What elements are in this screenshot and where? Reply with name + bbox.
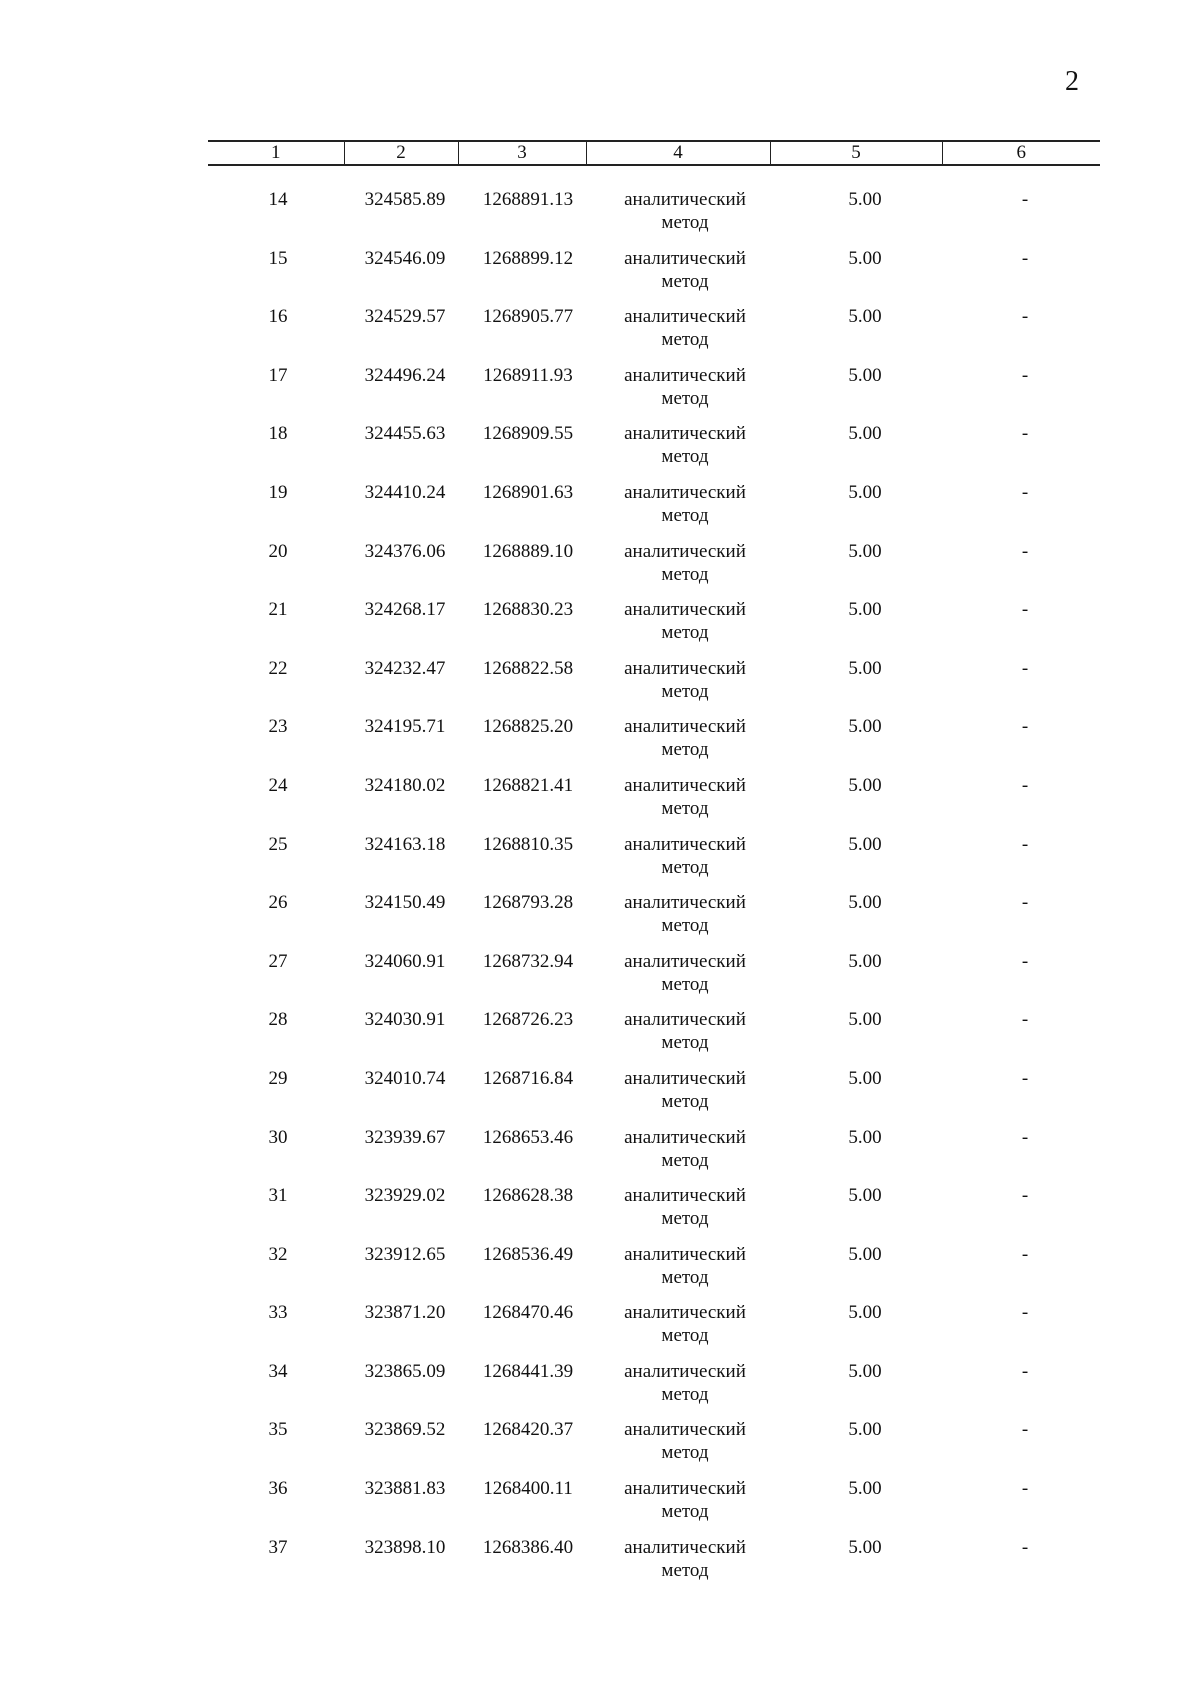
coordinate-x-cell: 324060.91	[364, 950, 446, 972]
method-line-1: аналитический	[624, 423, 746, 445]
method-line-2: метод	[661, 563, 709, 585]
table-row	[0, 950, 1200, 1009]
point-number-cell: 17	[268, 364, 288, 386]
note-cell: -	[1021, 1243, 1029, 1265]
accuracy-cell: 5.00	[848, 1478, 882, 1500]
point-number-cell: 30	[268, 1126, 288, 1148]
method-line-1: аналитический	[624, 364, 746, 386]
table-row	[0, 1536, 1200, 1595]
coordinate-x-cell: 324268.17	[364, 599, 446, 621]
point-number-cell: 34	[268, 1360, 288, 1382]
note-cell: -	[1021, 774, 1029, 796]
method-line-1: аналитический	[624, 540, 746, 562]
point-number-cell: 24	[268, 774, 288, 796]
coordinate-y-cell: 1268891.13	[482, 189, 574, 210]
accuracy-cell: 5.00	[848, 247, 882, 269]
note-cell: -	[1021, 1302, 1029, 1324]
accuracy-cell: 5.00	[848, 306, 882, 328]
method-cell	[605, 715, 765, 761]
method-cell	[605, 657, 765, 703]
table-row	[0, 598, 1200, 657]
method-line-1: аналитический	[624, 950, 746, 972]
coordinate-y-cell: 1268386.40	[482, 1536, 574, 1558]
method-line-2: метод	[661, 387, 709, 409]
table-row	[0, 715, 1200, 774]
coordinate-x-cell: 323881.83	[364, 1478, 446, 1500]
method-line-2: метод	[661, 915, 709, 937]
point-number-cell: 14	[268, 189, 288, 210]
note-cell: -	[1021, 189, 1029, 210]
note-cell: -	[1021, 423, 1029, 445]
method-line-1: аналитический	[624, 1009, 746, 1031]
coordinate-x-cell: 323871.20	[364, 1302, 446, 1324]
method-cell	[605, 1360, 765, 1406]
method-line-1: аналитический	[624, 1478, 746, 1500]
point-number-cell: 15	[268, 247, 288, 269]
method-line-1: аналитический	[624, 1360, 746, 1382]
note-cell: -	[1021, 1067, 1029, 1089]
note-cell: -	[1021, 481, 1029, 503]
coordinate-y-cell: 1268536.49	[482, 1243, 574, 1265]
method-line-2: метод	[661, 1032, 709, 1054]
table-row	[0, 1301, 1200, 1360]
point-number-cell: 35	[268, 1419, 288, 1441]
coordinate-y-cell: 1268793.28	[482, 892, 574, 914]
accuracy-cell: 5.00	[848, 657, 882, 679]
table-row	[0, 1360, 1200, 1419]
coordinate-y-cell: 1268441.39	[482, 1360, 574, 1382]
method-line-2: метод	[661, 504, 709, 526]
accuracy-cell: 5.00	[848, 1009, 882, 1031]
coordinate-x-cell: 324030.91	[364, 1009, 446, 1031]
method-line-2: метод	[661, 1149, 709, 1171]
note-cell: -	[1021, 833, 1029, 855]
method-line-2: метод	[661, 446, 709, 468]
table-row	[0, 1126, 1200, 1185]
accuracy-cell: 5.00	[848, 599, 882, 621]
accuracy-cell: 5.00	[848, 1302, 882, 1324]
coordinate-y-cell: 1268889.10	[482, 540, 574, 562]
method-line-2: метод	[661, 680, 709, 702]
table-row	[0, 481, 1200, 540]
point-number-cell: 37	[268, 1536, 288, 1558]
coordinate-x-cell: 323929.02	[364, 1185, 446, 1207]
method-line-1: аналитический	[624, 1126, 746, 1148]
method-line-2: метод	[661, 1501, 709, 1523]
coordinate-x-cell: 324410.24	[364, 481, 446, 503]
table-row	[0, 774, 1200, 833]
coordinate-y-cell: 1268400.11	[483, 1478, 573, 1500]
table-row	[0, 1477, 1200, 1536]
method-line-2: метод	[661, 1208, 709, 1230]
method-cell	[605, 833, 765, 879]
method-cell	[605, 481, 765, 527]
accuracy-cell: 5.00	[848, 481, 882, 503]
note-cell: -	[1021, 1536, 1029, 1558]
method-cell	[605, 1477, 765, 1523]
accuracy-cell: 5.00	[848, 950, 882, 972]
coordinate-x-cell: 323865.09	[364, 1360, 446, 1382]
method-cell	[605, 1184, 765, 1230]
table-header	[208, 140, 1100, 166]
table-row	[0, 364, 1200, 423]
point-number-cell: 31	[268, 1185, 288, 1207]
note-cell: -	[1021, 950, 1029, 972]
method-line-1: аналитический	[624, 1419, 746, 1441]
table-row	[0, 657, 1200, 716]
table-row	[0, 247, 1200, 306]
accuracy-cell: 5.00	[848, 892, 882, 914]
method-line-2: метод	[661, 1325, 709, 1347]
table-row	[0, 540, 1200, 599]
coordinate-y-cell: 1268901.63	[482, 481, 574, 503]
method-line-2: метод	[661, 1266, 709, 1288]
coordinate-y-cell: 1268821.41	[482, 774, 574, 796]
method-cell	[605, 1067, 765, 1113]
point-number-cell: 28	[268, 1009, 288, 1031]
coordinate-x-cell: 324496.24	[364, 364, 446, 386]
header-col-6: 6	[942, 141, 1100, 165]
coordinate-y-cell: 1268732.94	[482, 950, 574, 972]
method-line-1: аналитический	[624, 774, 746, 796]
accuracy-cell: 5.00	[848, 423, 882, 445]
coordinate-x-cell: 324150.49	[364, 892, 446, 914]
method-line-1: аналитический	[624, 599, 746, 621]
coordinate-x-cell: 323869.52	[364, 1419, 446, 1441]
table-row	[0, 305, 1200, 364]
point-number-cell: 18	[268, 423, 288, 445]
note-cell: -	[1021, 247, 1029, 269]
page-number: 2	[1065, 66, 1079, 97]
method-cell	[605, 774, 765, 820]
coordinate-x-cell: 324232.47	[364, 657, 446, 679]
point-number-cell: 20	[268, 540, 288, 562]
coordinate-y-cell: 1268825.20	[482, 716, 574, 738]
method-line-1: аналитический	[624, 189, 746, 210]
table-row	[0, 1243, 1200, 1302]
coordinate-x-cell: 324376.06	[364, 540, 446, 562]
method-cell	[605, 247, 765, 293]
accuracy-cell: 5.00	[848, 716, 882, 738]
coordinate-x-cell: 324010.74	[364, 1067, 446, 1089]
method-cell	[605, 891, 765, 937]
accuracy-cell: 5.00	[848, 1419, 882, 1441]
accuracy-cell: 5.00	[848, 1536, 882, 1558]
coordinate-x-cell: 324455.63	[364, 423, 446, 445]
method-cell	[605, 1126, 765, 1172]
method-line-2: метод	[661, 797, 709, 819]
point-number-cell: 16	[268, 306, 288, 328]
accuracy-cell: 5.00	[848, 1360, 882, 1382]
table-row	[0, 891, 1200, 950]
note-cell: -	[1021, 1126, 1029, 1148]
table-row	[0, 1184, 1200, 1243]
method-cell	[605, 1301, 765, 1347]
method-line-2: метод	[661, 1559, 709, 1581]
point-number-cell: 33	[268, 1302, 288, 1324]
header-col-5: 5	[770, 141, 942, 165]
point-number-cell: 19	[268, 481, 288, 503]
header-col-4: 4	[586, 141, 770, 165]
method-line-2: метод	[661, 1383, 709, 1405]
coordinate-y-cell: 1268899.12	[482, 247, 574, 269]
method-line-2: метод	[661, 212, 709, 233]
table-row	[0, 1418, 1200, 1477]
header-col-1: 1	[208, 141, 344, 165]
coordinate-x-cell: 324180.02	[364, 774, 446, 796]
method-line-1: аналитический	[624, 1067, 746, 1089]
method-cell	[605, 188, 765, 234]
point-number-cell: 23	[268, 716, 288, 738]
accuracy-cell: 5.00	[848, 364, 882, 386]
table-row	[0, 188, 1200, 247]
coordinate-y-cell: 1268822.58	[482, 657, 574, 679]
coordinate-y-cell: 1268909.55	[482, 423, 574, 445]
accuracy-cell: 5.00	[848, 1126, 882, 1148]
method-line-2: метод	[661, 270, 709, 292]
method-line-1: аналитический	[624, 1302, 746, 1324]
method-cell	[605, 422, 765, 468]
note-cell: -	[1021, 1419, 1029, 1441]
table-row	[0, 1067, 1200, 1126]
coordinate-x-cell: 324529.57	[364, 306, 446, 328]
point-number-cell: 36	[268, 1478, 288, 1500]
method-line-1: аналитический	[624, 1243, 746, 1265]
note-cell: -	[1021, 364, 1029, 386]
method-line-2: метод	[661, 1090, 709, 1112]
note-cell: -	[1021, 306, 1029, 328]
coordinate-x-cell: 324195.71	[364, 716, 446, 738]
method-line-1: аналитический	[624, 247, 746, 269]
note-cell: -	[1021, 1360, 1029, 1382]
note-cell: -	[1021, 599, 1029, 621]
accuracy-cell: 5.00	[848, 540, 882, 562]
method-line-1: аналитический	[624, 481, 746, 503]
point-number-cell: 26	[268, 892, 288, 914]
accuracy-cell: 5.00	[848, 833, 882, 855]
method-cell	[605, 1536, 765, 1582]
note-cell: -	[1021, 1009, 1029, 1031]
accuracy-cell: 5.00	[848, 1243, 882, 1265]
method-cell	[605, 305, 765, 351]
method-line-1: аналитический	[624, 716, 746, 738]
table-row	[0, 1008, 1200, 1067]
coordinate-y-cell: 1268726.23	[482, 1009, 574, 1031]
coordinate-x-cell: 323912.65	[364, 1243, 446, 1265]
coordinate-x-cell: 324546.09	[364, 247, 446, 269]
method-cell	[605, 364, 765, 410]
method-cell	[605, 950, 765, 996]
accuracy-cell: 5.00	[848, 774, 882, 796]
method-line-1: аналитический	[624, 657, 746, 679]
point-number-cell: 27	[268, 950, 288, 972]
method-line-1: аналитический	[624, 306, 746, 328]
method-cell	[605, 540, 765, 586]
point-number-cell: 22	[268, 657, 288, 679]
table-body	[0, 188, 1200, 1594]
accuracy-cell: 5.00	[848, 1185, 882, 1207]
method-line-1: аналитический	[624, 1536, 746, 1558]
coordinate-x-cell: 324585.89	[364, 189, 446, 210]
method-line-2: метод	[661, 329, 709, 351]
header-col-2: 2	[344, 141, 458, 165]
coordinate-y-cell: 1268830.23	[482, 599, 574, 621]
point-number-cell: 32	[268, 1243, 288, 1265]
note-cell: -	[1021, 892, 1029, 914]
coordinate-y-cell: 1268810.35	[482, 833, 574, 855]
point-number-cell: 25	[268, 833, 288, 855]
coordinate-y-cell: 1268911.93	[483, 364, 573, 386]
point-number-cell: 21	[268, 599, 288, 621]
table-row	[0, 833, 1200, 892]
accuracy-cell: 5.00	[848, 189, 882, 210]
note-cell: -	[1021, 1185, 1029, 1207]
header-col-3: 3	[458, 141, 586, 165]
method-line-1: аналитический	[624, 1185, 746, 1207]
coordinate-y-cell: 1268420.37	[482, 1419, 574, 1441]
method-line-2: метод	[661, 973, 709, 995]
method-line-2: метод	[661, 739, 709, 761]
method-line-1: аналитический	[624, 833, 746, 855]
method-cell	[605, 598, 765, 644]
point-number-cell: 29	[268, 1067, 288, 1089]
note-cell: -	[1021, 657, 1029, 679]
accuracy-cell: 5.00	[848, 1067, 882, 1089]
method-line-1: аналитический	[624, 892, 746, 914]
method-cell	[605, 1418, 765, 1464]
header-row	[208, 141, 1100, 165]
coordinate-y-cell: 1268716.84	[482, 1067, 574, 1089]
note-cell: -	[1021, 1478, 1029, 1500]
coordinate-y-cell: 1268628.38	[482, 1185, 574, 1207]
method-cell	[605, 1008, 765, 1054]
coordinate-x-cell: 323898.10	[364, 1536, 446, 1558]
note-cell: -	[1021, 540, 1029, 562]
note-cell: -	[1021, 716, 1029, 738]
coordinate-y-cell: 1268905.77	[482, 306, 574, 328]
method-cell	[605, 1243, 765, 1289]
method-line-2: метод	[661, 622, 709, 644]
coordinate-y-cell: 1268470.46	[482, 1302, 574, 1324]
method-line-2: метод	[661, 856, 709, 878]
method-line-2: метод	[661, 1442, 709, 1464]
table-row	[0, 422, 1200, 481]
coordinate-x-cell: 324163.18	[364, 833, 446, 855]
coordinate-x-cell: 323939.67	[364, 1126, 446, 1148]
coordinate-y-cell: 1268653.46	[482, 1126, 574, 1148]
